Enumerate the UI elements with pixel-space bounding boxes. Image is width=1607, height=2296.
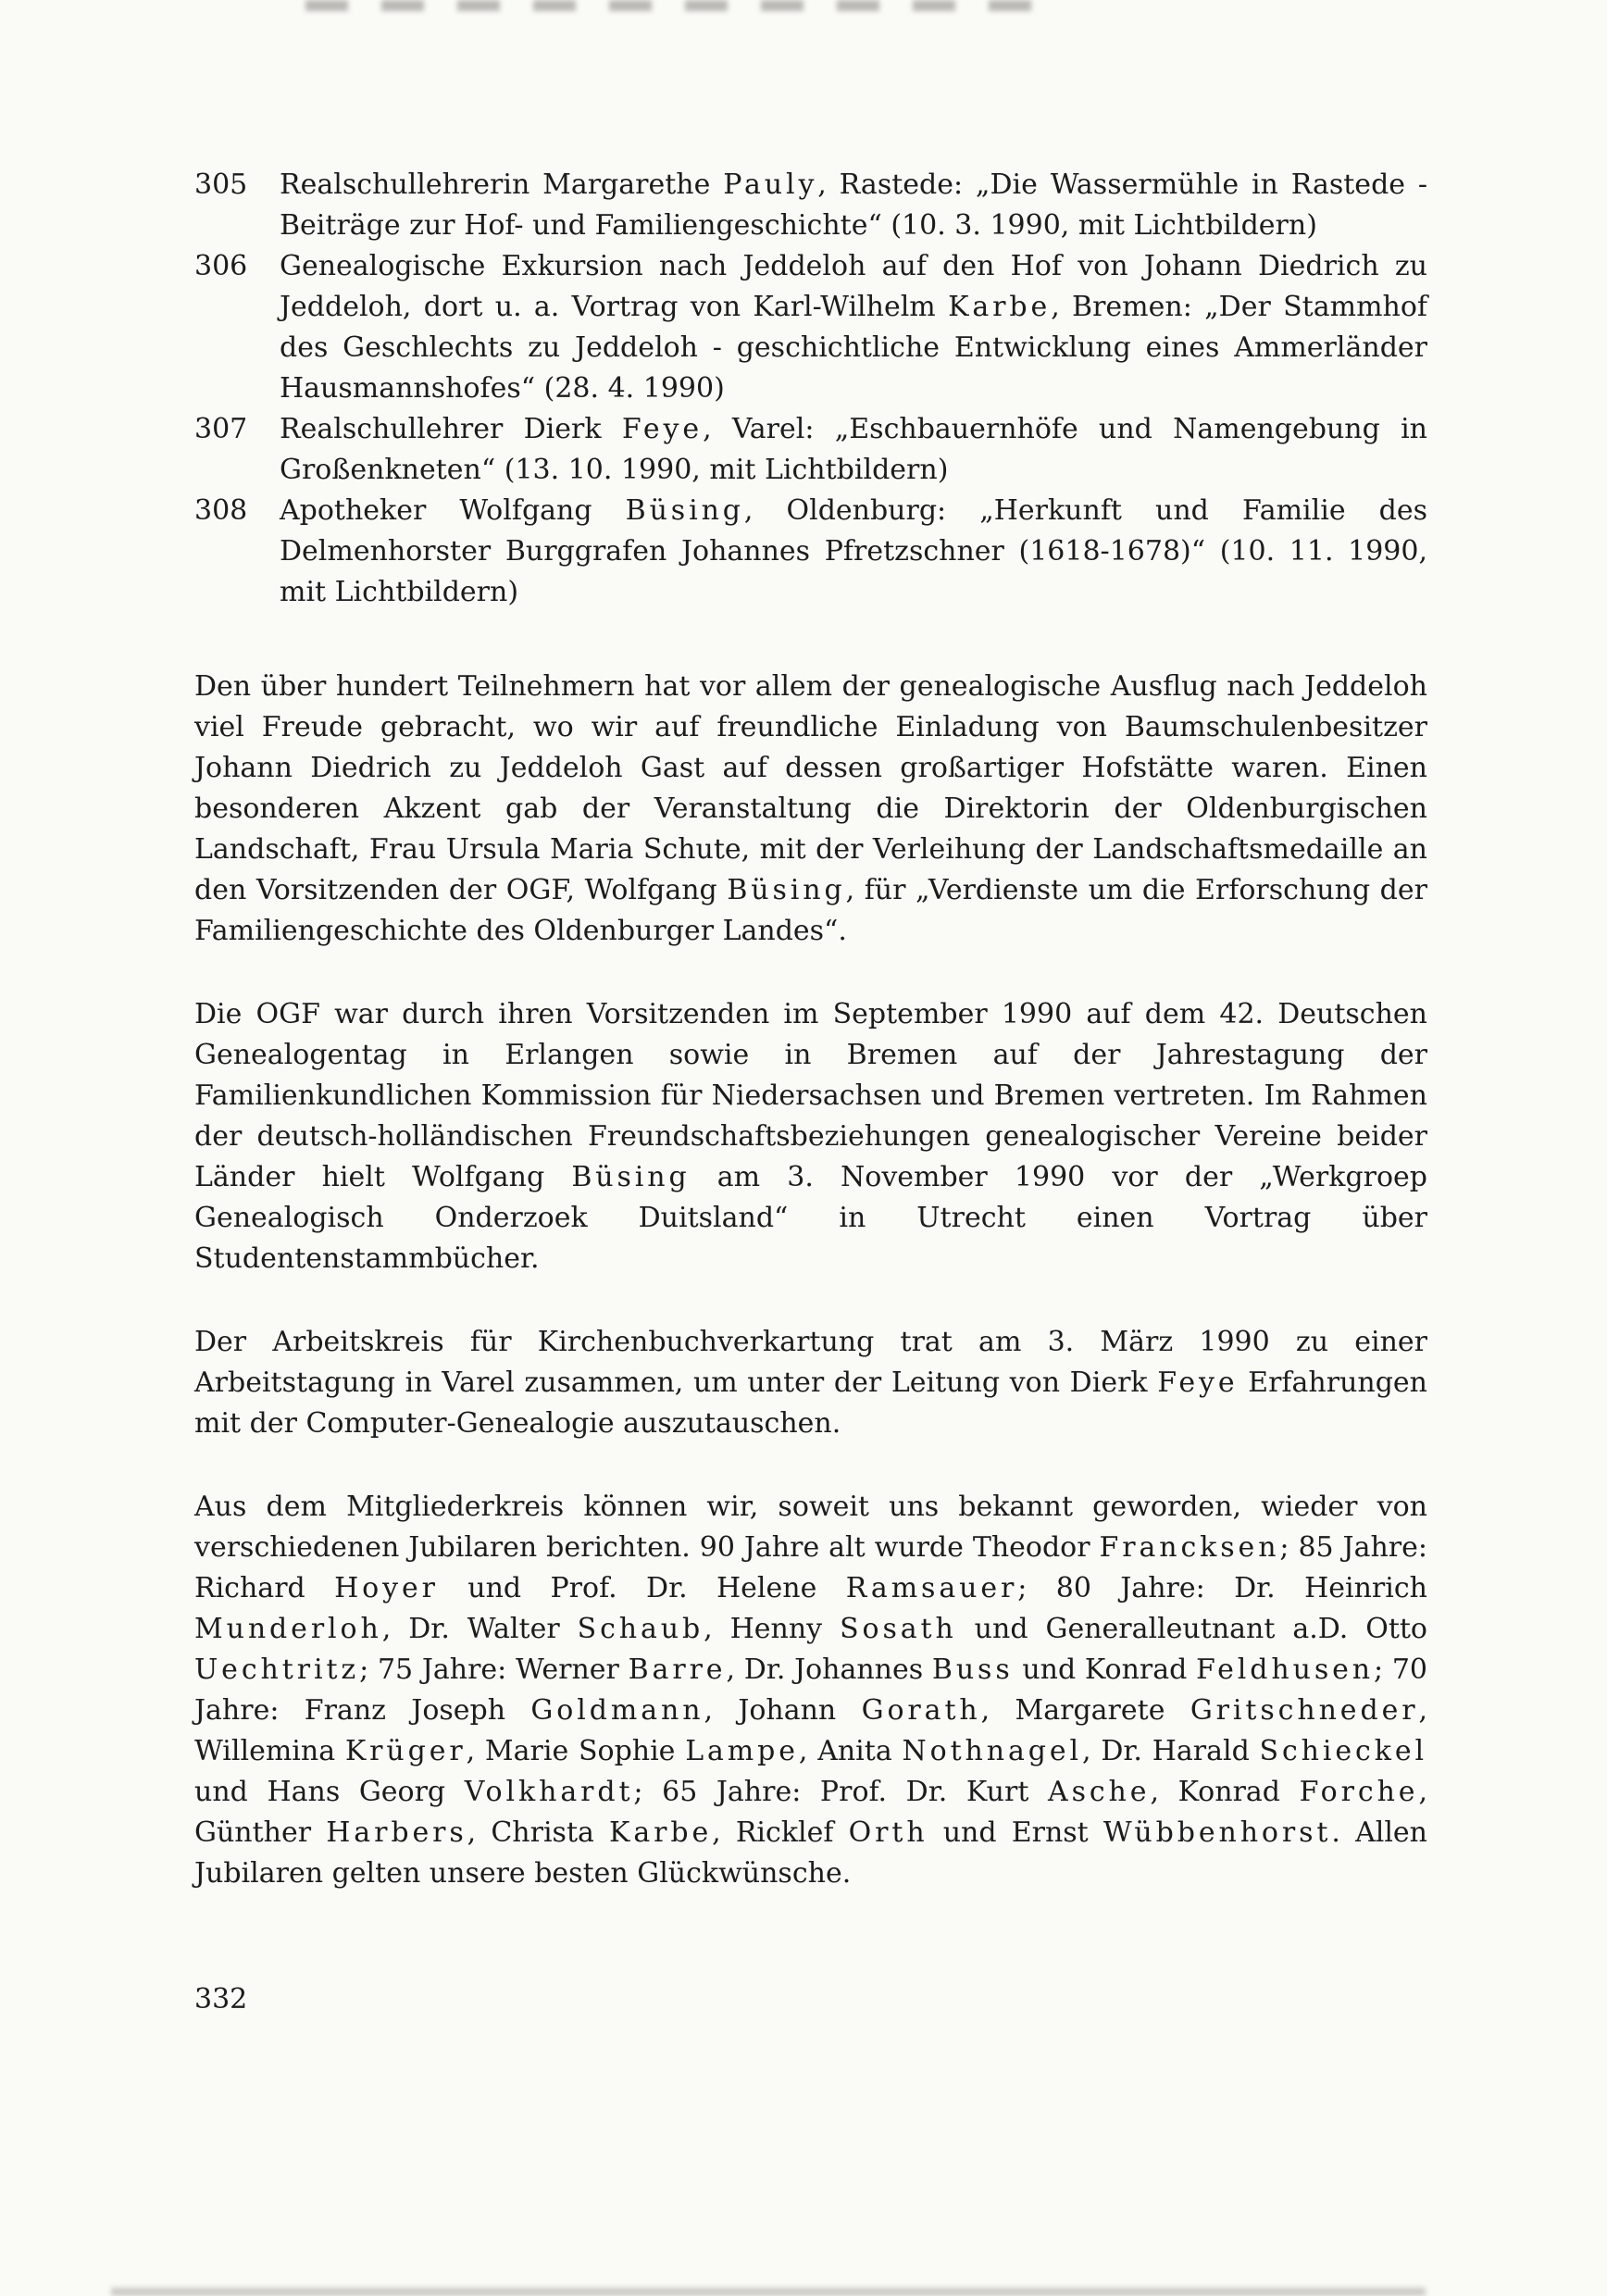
person-name: Lampe — [685, 1735, 799, 1767]
lecture-number: 308 — [194, 494, 248, 527]
text-segment: am 3. November 1990 vor der „Werkgroep Genealogisch Onderzoek Duitsland“ in Utrecht einen Vortrag über Studentenstammbücher. — [194, 1161, 1428, 1275]
person-name: Gorath — [861, 1694, 981, 1727]
person-name: Schieckel — [1259, 1735, 1427, 1767]
lecture-text — [280, 409, 1427, 491]
paragraph — [194, 667, 1427, 952]
text-segment: , Christa — [467, 1816, 610, 1849]
text-segment: Die OGF war durch ihren Vorsitzenden im September 1990 auf dem 42. Deutschen Genealogentag in Erlangen sowie in Bremen auf der Jahrestagung der Familienkundlichen Kommission für Niedersachsen und Bremen vertreten. Im Rahmen der deutsch-holländischen Freundschaftsbeziehungen genealogischer Vereine beider Länder hielt Wolfgang — [194, 998, 1427, 1193]
person-name: Forche — [1299, 1776, 1419, 1808]
text-segment: , Dr. Harald — [1082, 1735, 1260, 1767]
text-segment: , Anita — [798, 1735, 903, 1767]
text-segment: . Allen Jubilaren gelten unsere besten Glückwünsche. — [194, 1816, 1427, 1890]
lecture-list — [194, 165, 1427, 613]
lecture-item — [194, 409, 1427, 491]
lecture-text — [280, 165, 1427, 246]
text-segment: Realschullehrer Dierk — [280, 413, 622, 445]
text-segment: , Günther — [194, 1776, 1428, 1849]
page-content — [194, 165, 1427, 2020]
text-segment: ; 80 Jahre: Dr. Heinrich — [1017, 1572, 1427, 1604]
text-segment: Erfahrungen mit der Computer-Genealogie auszutauschen. — [194, 1366, 1427, 1440]
person-name: Francksen — [1099, 1531, 1280, 1564]
lecture-item — [194, 165, 1427, 246]
paragraph — [194, 1322, 1427, 1444]
person-name: Volkhardt — [464, 1776, 634, 1808]
lecture-text — [280, 246, 1427, 409]
lecture-text — [280, 491, 1427, 613]
paragraph — [194, 994, 1427, 1279]
person-name: Büsing — [625, 494, 744, 527]
text-segment: , Johann — [704, 1694, 862, 1727]
text-segment: , Marie Sophie — [466, 1735, 686, 1767]
text-segment: , Konrad — [1150, 1776, 1300, 1808]
text-segment: und Konrad — [1013, 1653, 1197, 1686]
person-name: Büsing — [571, 1161, 691, 1193]
text-segment: , Rastede: „Die Wassermühle in Rastede - Beiträge zur Hof- und Familiengeschichte“ (10. 3. 1990, mit Lichtbildern) — [280, 168, 1427, 242]
person-name: Feye — [621, 413, 704, 445]
text-segment: , Dr. Walter — [381, 1613, 578, 1645]
person-name: Karbe — [609, 1816, 713, 1849]
text-segment: , Ricklef — [712, 1816, 849, 1849]
text-segment: , Bremen: „Der Stammhof des Geschlechts zu Jeddeloh - geschichtliche Entwicklung eines Ammerländer Hausmannshofes“ (28. 4. 1990) — [280, 291, 1428, 405]
person-name: Pauly — [723, 168, 818, 201]
text-segment: ; 65 Jahre: Prof. Dr. Kurt — [633, 1776, 1048, 1808]
person-name: Wübbenhorst — [1102, 1816, 1332, 1849]
person-name: Barre — [628, 1653, 727, 1686]
text-segment: Realschullehrerin Margarethe — [280, 168, 724, 201]
text-segment: Der Arbeitskreis für Kirchenbuchverkartung trat am 3. März 1990 zu einer Arbeitstagung in Varel zusammen, um unter der Leitung von Dierk — [194, 1326, 1427, 1399]
text-segment: und Hans Georg — [194, 1776, 465, 1808]
person-name: Ramsauer — [845, 1572, 1018, 1604]
text-segment: , Willemina — [194, 1694, 1428, 1767]
person-name: Goldmann — [530, 1694, 704, 1727]
person-name: Asche — [1048, 1776, 1151, 1808]
person-name: Schaub — [577, 1613, 704, 1645]
person-name: Uechtritz — [194, 1653, 360, 1686]
text-segment: Aus dem Mitgliederkreis können wir, soweit uns bekannt geworden, wieder von verschiedenen Jubilaren berichten. 90 Jahre alt wurde Theodor — [194, 1491, 1427, 1564]
lecture-number: 305 — [194, 168, 248, 201]
text-segment: , Oldenburg: „Herkunft und Familie des Delmenhorster Burggrafen Johannes Pfretzschner (1618-1678)“ (10. 11. 1990, mit Lichtbildern) — [280, 494, 1427, 608]
person-name: Karbe — [948, 291, 1052, 323]
text-segment: , Margarete — [980, 1694, 1190, 1727]
person-name: Feye — [1157, 1366, 1239, 1399]
lecture-number: 306 — [194, 250, 248, 282]
person-name: Sosath — [840, 1613, 957, 1645]
text-segment: und Prof. Dr. Helene — [438, 1572, 846, 1604]
person-name: Hoyer — [334, 1572, 439, 1604]
text-segment: Genealogische Exkursion nach Jeddeloh auf den Hof von Johann Diedrich zu Jeddeloh, dort u. a. Vortrag von Karl-Wilhelm — [280, 250, 1427, 323]
text-segment: , für „Verdienste um die Erforschung der Familiengeschichte des Oldenburger Landes“. — [194, 874, 1427, 947]
text-segment: ; 70 Jahre: Franz Joseph — [194, 1653, 1427, 1727]
person-name: Orth — [848, 1816, 928, 1849]
person-name: Nothnagel — [902, 1735, 1083, 1767]
body-paragraphs — [194, 667, 1427, 1894]
person-name: Buss — [931, 1653, 1014, 1686]
page-number: 332 — [194, 1983, 248, 2015]
text-segment: , Dr. Johannes — [726, 1653, 932, 1686]
person-name: Krüger — [344, 1735, 467, 1767]
person-name: Munderloh — [194, 1613, 382, 1645]
text-segment: , Varel: „Eschbauernhöfe und Namengebung in Großenkneten“ (13. 10. 1990, mit Lichtbildern) — [280, 413, 1427, 486]
text-segment: und Generalleutnant a.D. Otto — [956, 1613, 1427, 1645]
lecture-item — [194, 246, 1427, 409]
person-name: Gritschneder — [1190, 1694, 1419, 1727]
text-segment: ; 85 Jahre: Richard — [194, 1531, 1427, 1604]
person-name: Harbers — [326, 1816, 467, 1849]
scan-artifact-top — [305, 0, 1065, 11]
text-segment: ; 75 Jahre: Werner — [359, 1653, 629, 1686]
text-segment: und Ernst — [928, 1816, 1103, 1849]
scan-artifact-bottom — [111, 2288, 1426, 2296]
text-segment: , Henny — [704, 1613, 841, 1645]
paragraph — [194, 1487, 1427, 1894]
lecture-number: 307 — [194, 413, 248, 445]
text-segment: Apotheker Wolfgang — [280, 494, 626, 527]
person-name: Feldhusen — [1196, 1653, 1374, 1686]
lecture-item — [194, 491, 1427, 613]
text-segment: Den über hundert Teilnehmern hat vor allem der genealogische Ausflug nach Jeddeloh viel Freude gebracht, wo wir auf freundliche Einladung von Baumschulenbesitzer Johann Diedrich zu Jeddeloh Gast auf dessen großartiger Hofstätte waren. Einen besonderen Akzent gab der Veranstaltung die Direktorin der Oldenburgischen Landschaft, Frau Ursula Maria Schute, mit der Verleihung der Landschaftsmedaille an den Vorsitzenden der OGF, Wolfgang — [194, 670, 1427, 906]
person-name: Büsing — [727, 874, 846, 906]
